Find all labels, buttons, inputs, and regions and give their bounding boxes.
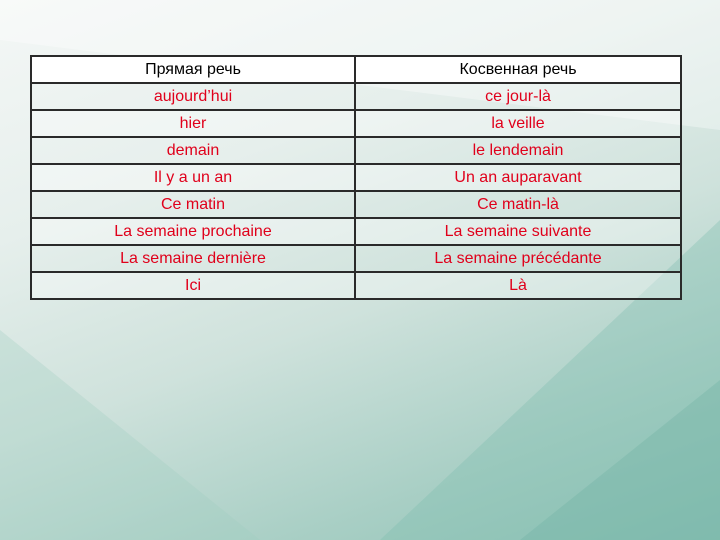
speech-comparison-table: [30, 55, 682, 300]
indirect-cell: La semaine précédante: [355, 245, 681, 272]
direct-cell: La semaine prochaine: [31, 218, 355, 245]
direct-cell: Ce matin: [31, 191, 355, 218]
table-row: [31, 164, 681, 191]
direct-cell: aujourd’hui: [31, 83, 355, 110]
table-row: [31, 191, 681, 218]
indirect-cell: Là: [355, 272, 681, 299]
comparison-table-container: [30, 55, 680, 300]
indirect-cell: Ce matin-là: [355, 191, 681, 218]
table-row: [31, 110, 681, 137]
direct-cell: hier: [31, 110, 355, 137]
indirect-cell: Un an auparavant: [355, 164, 681, 191]
table-row: [31, 245, 681, 272]
indirect-cell: le lendemain: [355, 137, 681, 164]
header-direct-speech: Прямая речь: [31, 56, 355, 83]
table-row: [31, 218, 681, 245]
table-row: [31, 272, 681, 299]
table-row: [31, 137, 681, 164]
table-header-row: [31, 56, 681, 83]
header-indirect-speech: Косвенная речь: [355, 56, 681, 83]
direct-cell: Ici: [31, 272, 355, 299]
indirect-cell: la veille: [355, 110, 681, 137]
indirect-cell: ce jour-là: [355, 83, 681, 110]
direct-cell: La semaine dernière: [31, 245, 355, 272]
background-corner-shape: [0, 330, 260, 540]
direct-cell: demain: [31, 137, 355, 164]
table-row: [31, 83, 681, 110]
direct-cell: Il y a un an: [31, 164, 355, 191]
indirect-cell: La semaine suivante: [355, 218, 681, 245]
